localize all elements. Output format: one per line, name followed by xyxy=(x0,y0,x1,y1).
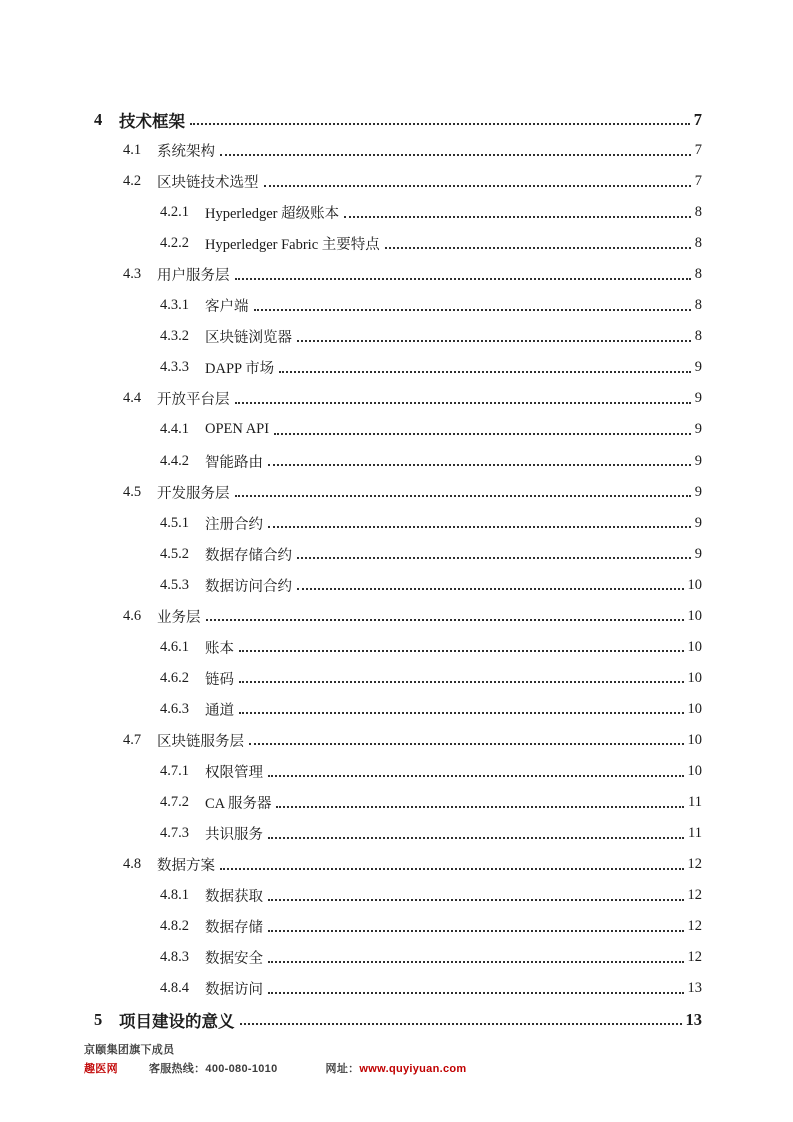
toc-entry-number: 4.5.3 xyxy=(160,576,189,593)
toc-entry-title: 区块链技术选型 xyxy=(157,175,259,192)
toc-leader-dots xyxy=(268,930,684,932)
toc-entry[interactable] xyxy=(94,104,702,135)
toc-entry[interactable] xyxy=(94,414,702,445)
toc-entry-page: 8 xyxy=(694,235,702,252)
toc-entry-page: 13 xyxy=(687,980,702,997)
toc-entry-page: 9 xyxy=(694,514,702,531)
toc-entry-page: 7 xyxy=(693,109,702,129)
toc-entry[interactable] xyxy=(94,352,702,383)
toc-entry-title: 数据方案 xyxy=(157,858,215,875)
toc-entry-page: 9 xyxy=(694,545,702,562)
toc-entry[interactable] xyxy=(94,539,702,570)
toc-leader-dots xyxy=(190,123,690,125)
toc-entry-number: 4.6 xyxy=(123,607,142,624)
toc-entry-title: DAPP 市场 xyxy=(205,361,275,378)
toc-entry-title: 客户端 xyxy=(205,299,249,316)
toc-entry-title: 智能路由 xyxy=(205,454,263,471)
toc-entry-title: 账本 xyxy=(205,640,234,657)
toc-entry-title: 数据存储 xyxy=(205,920,263,937)
toc-leader-dots xyxy=(268,464,691,466)
toc-entry[interactable] xyxy=(94,290,702,321)
toc-entry[interactable] xyxy=(94,477,702,508)
footer-group-line: 京颐集团旗下成员 xyxy=(84,1044,175,1056)
toc-leader-dots xyxy=(268,992,684,994)
toc-leader-dots xyxy=(240,1023,682,1025)
toc-entry[interactable] xyxy=(94,911,702,942)
toc-entry[interactable] xyxy=(94,1004,702,1035)
toc-leader-dots xyxy=(249,743,684,745)
toc-entry[interactable] xyxy=(94,508,702,539)
toc-entry[interactable] xyxy=(94,942,702,973)
toc-leader-dots xyxy=(268,899,684,901)
toc-entry-title: 注册合约 xyxy=(205,516,263,533)
toc-entry-number: 4.2.2 xyxy=(160,235,189,252)
toc-entry-title: 业务层 xyxy=(157,609,201,626)
toc-entry-title: Hyperledger Fabric 主要特点 xyxy=(205,237,380,254)
toc-leader-dots xyxy=(264,185,691,187)
toc-entry-number: 4.4.1 xyxy=(160,421,189,438)
footer-contact-line xyxy=(84,1063,467,1075)
toc-leader-dots xyxy=(235,402,691,404)
toc-entry[interactable] xyxy=(94,787,702,818)
toc-entry-number: 4.8 xyxy=(123,856,142,873)
toc-entry-title: 数据安全 xyxy=(205,951,263,968)
toc-entry-title: 开发服务层 xyxy=(157,485,230,502)
toc-entry-title: 权限管理 xyxy=(205,765,263,781)
toc-entry[interactable] xyxy=(94,197,702,228)
toc-entry[interactable] xyxy=(94,880,702,911)
toc-entry[interactable] xyxy=(94,973,702,1004)
toc-entry-number: 4.2.1 xyxy=(160,204,189,221)
toc-entry[interactable] xyxy=(94,818,702,849)
toc-entry-number: 4.8.3 xyxy=(160,949,189,966)
toc-leader-dots xyxy=(297,588,684,590)
toc-entry-page: 13 xyxy=(685,1009,702,1029)
toc-entry-title: 数据访问合约 xyxy=(205,578,292,595)
toc-entry-page: 8 xyxy=(694,204,702,221)
toc-entry-title: 共识服务 xyxy=(205,827,263,844)
toc-entry-page: 8 xyxy=(694,328,702,345)
toc-entry[interactable] xyxy=(94,663,702,694)
toc-entry-title: 区块链服务层 xyxy=(157,733,244,750)
toc-entry-page: 10 xyxy=(687,576,702,593)
toc-entry[interactable] xyxy=(94,166,702,197)
toc-leader-dots xyxy=(268,961,684,963)
toc-entry-number: 4.7.3 xyxy=(160,825,189,842)
toc-entry-number: 4.4 xyxy=(123,390,142,407)
toc-entry[interactable] xyxy=(94,849,702,880)
toc-leader-dots xyxy=(239,712,684,714)
toc-entry[interactable] xyxy=(94,228,702,259)
toc-entry[interactable] xyxy=(94,756,702,787)
toc-leader-dots xyxy=(235,278,691,280)
toc-entry[interactable] xyxy=(94,135,702,166)
toc-entry-number: 4.3.2 xyxy=(160,328,189,345)
toc-entry-page: 10 xyxy=(687,638,702,655)
toc-entry[interactable] xyxy=(94,694,702,725)
toc-leader-dots xyxy=(220,154,691,156)
toc-leader-dots xyxy=(344,216,691,218)
footer-hotline-number: 400-080-1010 xyxy=(205,1063,278,1075)
toc-entry-title: 技术框架 xyxy=(119,111,185,131)
toc-entry-number: 4.7.2 xyxy=(160,794,189,811)
toc-leader-dots xyxy=(276,806,684,808)
toc-entry-number: 4.6.1 xyxy=(160,638,189,655)
toc-entry-page: 9 xyxy=(694,421,702,438)
toc-entry-number: 4.4.2 xyxy=(160,452,189,469)
toc-leader-dots xyxy=(220,868,684,870)
toc-entry[interactable] xyxy=(94,632,702,663)
toc-entry-title: 系统架构 xyxy=(157,144,215,161)
toc-entry-page: 8 xyxy=(694,266,702,283)
toc-leader-dots xyxy=(206,619,684,621)
toc-entry[interactable] xyxy=(94,321,702,352)
toc-leader-dots xyxy=(268,526,691,528)
toc-leader-dots xyxy=(279,371,691,373)
toc-entry-title: 项目建设的意义 xyxy=(119,1011,235,1031)
toc-entry-title: 用户服务层 xyxy=(157,268,230,285)
toc-entry-number: 4.3.3 xyxy=(160,359,189,376)
toc-entry-number: 4.1 xyxy=(123,142,142,159)
toc-entry-number: 4.7.1 xyxy=(160,763,189,779)
toc-entry-page: 9 xyxy=(694,483,702,500)
toc-leader-dots xyxy=(274,433,691,435)
toc-entry-title: Hyperledger 超级账本 xyxy=(205,206,340,223)
toc-entry-number: 4 xyxy=(94,109,103,129)
toc-entry[interactable] xyxy=(94,570,702,601)
toc-entry-number: 4.6.2 xyxy=(160,669,189,686)
page-footer xyxy=(84,1044,467,1075)
toc-entry-page: 11 xyxy=(688,794,702,811)
toc-leader-dots xyxy=(254,309,691,311)
toc-entry-number: 4.8.2 xyxy=(160,918,189,935)
toc-entry-page: 9 xyxy=(694,390,702,407)
toc-entry-title: CA 服务器 xyxy=(205,796,272,813)
toc-entry-number: 5 xyxy=(94,1009,103,1029)
toc-entry-number: 4.3.1 xyxy=(160,297,189,314)
toc-entry-page: 10 xyxy=(687,607,702,624)
footer-website-label: 网址： xyxy=(325,1063,360,1075)
toc-leader-dots xyxy=(235,495,691,497)
toc-leader-dots xyxy=(239,681,684,683)
toc-entry[interactable] xyxy=(94,259,702,290)
toc-entry-number: 4.8.4 xyxy=(160,980,189,997)
toc-entry-number: 4.5 xyxy=(123,483,142,500)
toc-entry-page: 12 xyxy=(687,856,702,873)
toc-entry[interactable] xyxy=(94,446,702,477)
footer-brand: 趣医网 xyxy=(84,1063,118,1075)
footer-hotline-label: 客服热线： xyxy=(148,1063,206,1075)
toc-entry-number: 4.2 xyxy=(123,173,142,190)
toc-entry-page: 10 xyxy=(687,700,702,717)
toc-entry-title: 链码 xyxy=(205,671,234,688)
toc-entry-title: OPEN API xyxy=(205,421,270,438)
toc-leader-dots xyxy=(268,837,684,839)
toc-entry-number: 4.7 xyxy=(123,731,142,748)
toc-entry-title: 数据访问 xyxy=(205,982,263,999)
toc xyxy=(94,104,702,1035)
toc-entry-page: 7 xyxy=(694,173,702,190)
toc-entry-number: 4.5.1 xyxy=(160,514,189,531)
toc-leader-dots xyxy=(239,650,684,652)
footer-website-url[interactable]: www.quyiyuan.com xyxy=(359,1063,467,1075)
toc-entry-page: 7 xyxy=(694,142,702,159)
toc-entry[interactable] xyxy=(94,383,702,414)
toc-entry-number: 4.3 xyxy=(123,266,142,283)
toc-entry-number: 4.8.1 xyxy=(160,887,189,904)
toc-entry-title: 通道 xyxy=(205,702,234,719)
toc-entry-page: 9 xyxy=(694,452,702,469)
toc-entry-page: 10 xyxy=(687,763,702,779)
toc-entry-page: 9 xyxy=(694,359,702,376)
toc-entry-number: 4.5.2 xyxy=(160,545,189,562)
toc-leader-dots xyxy=(297,557,691,559)
toc-entry-title: 数据获取 xyxy=(205,889,263,906)
toc-leader-dots xyxy=(297,340,691,342)
toc-entry-number: 4.6.3 xyxy=(160,700,189,717)
toc-entry-page: 12 xyxy=(687,887,702,904)
toc-entry-title: 数据存储合约 xyxy=(205,547,292,564)
toc-leader-dots xyxy=(268,775,684,777)
toc-entry-page: 10 xyxy=(687,669,702,686)
toc-entry-page: 12 xyxy=(687,949,702,966)
toc-entry-title: 区块链浏览器 xyxy=(205,330,292,347)
toc-leader-dots xyxy=(385,247,691,249)
toc-entry-title: 开放平台层 xyxy=(157,392,230,409)
toc-entry-page: 11 xyxy=(688,825,702,842)
toc-entry-page: 10 xyxy=(687,731,702,748)
toc-entry-page: 8 xyxy=(694,297,702,314)
toc-entry[interactable] xyxy=(94,725,702,756)
toc-entry[interactable] xyxy=(94,601,702,632)
toc-entry-page: 12 xyxy=(687,918,702,935)
